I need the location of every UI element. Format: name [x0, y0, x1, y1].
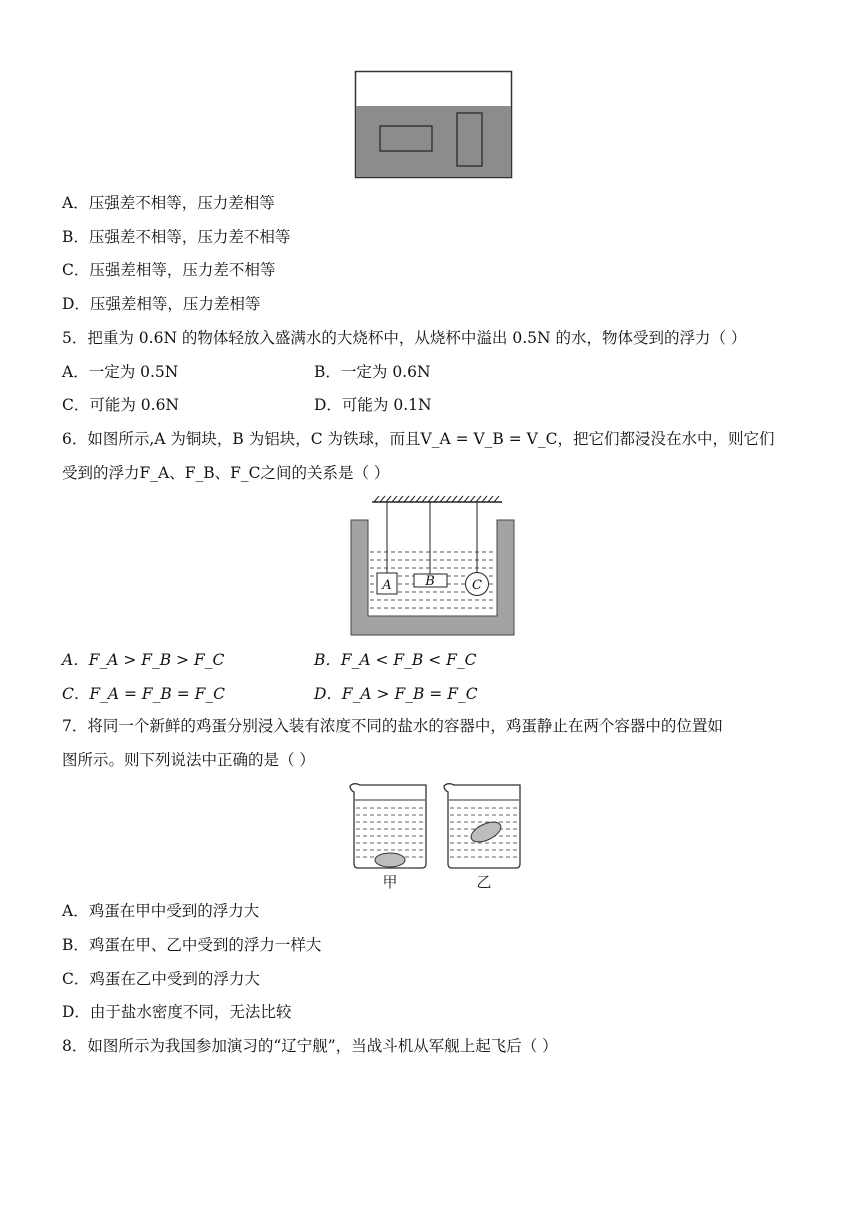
q6-stem-line1: 6．如图所示,A 为铜块，B 为铝块，C 为铁球，而且V_A = V_B = V_C，把它们都浸没在水中，则它们 [62, 430, 775, 448]
q7-option-d: D．由于盐水密度不同，无法比较 [62, 1003, 292, 1021]
q4-option-b: B．压强差不相等，压力差不相等 [62, 228, 291, 246]
container-blocks-figure [354, 70, 514, 180]
label-c: C [472, 578, 482, 593]
q6-stem-line2: 受到的浮力F_A、F_B、F_C之间的关系是（ ） [62, 464, 390, 482]
q7-stem-line1: 7．将同一个新鲜的鸡蛋分别浸入装有浓度不同的盐水的容器中，鸡蛋静止在两个容器中的位置如 [62, 717, 723, 735]
q5-option-d: D．可能为 0.1N [314, 396, 432, 414]
q5-option-a: A．一定为 0.5N [62, 363, 179, 381]
q5-option-c: C．可能为 0.6N [62, 396, 179, 414]
hanging-objects-tank-figure [350, 492, 520, 637]
q7-stem-line2: 图所示。则下列说法中正确的是（ ） [62, 751, 315, 769]
q5-option-b: B．一定为 0.6N [314, 363, 431, 381]
q5-stem: 5．把重为 0.6N 的物体轻放入盛满水的大烧杯中，从烧杯中溢出 0.5N 的水，物体受到的浮力（ ） [62, 329, 747, 347]
q8-stem: 8．如图所示为我国参加演习的“辽宁舰”，当战斗机从军舰上起飞后（ ） [62, 1037, 558, 1055]
q6-option-d: D．F_A > F_B = F_C [314, 685, 478, 703]
q6-option-a: A．F_A > F_B > F_C [62, 651, 225, 669]
q7-option-c: C．鸡蛋在乙中受到的浮力大 [62, 970, 260, 988]
q4-option-a: A．压强差不相等，压力差相等 [62, 194, 275, 212]
label-yi: 乙 [476, 873, 492, 891]
egg-beakers-figure [346, 780, 524, 892]
q7-option-a: A．鸡蛋在甲中受到的浮力大 [62, 902, 260, 920]
label-jia: 甲 [382, 873, 398, 891]
q4-option-d: D．压强差相等，压力差相等 [62, 295, 261, 313]
label-a: A [382, 578, 392, 593]
q6-option-b: B．F_A < F_B < F_C [314, 651, 477, 669]
q6-option-c: C．F_A = F_B = F_C [62, 685, 225, 703]
label-b: B [425, 574, 435, 589]
egg-left [375, 853, 405, 867]
q7-option-b: B．鸡蛋在甲、乙中受到的浮力一样大 [62, 936, 322, 954]
q4-option-c: C．压强差相等，压力差不相等 [62, 261, 276, 279]
